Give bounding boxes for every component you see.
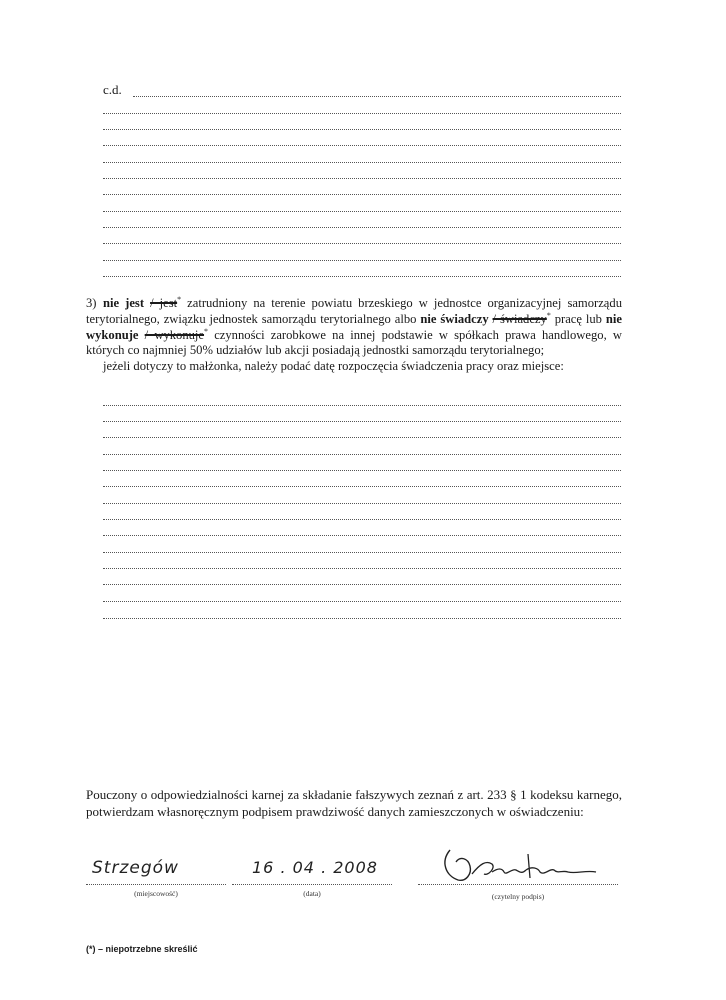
dotted-line [103,535,621,536]
item-number: 3) [86,296,97,310]
dotted-line [103,503,621,504]
dotted-line [103,454,621,455]
dotted-line [103,243,621,244]
struck-choice-performing: / wykonuje [144,327,205,342]
statement-text: Pouczony o odpowiedzialności karnej za składanie fałszywych zeznań z art. 233 § 1 kodeksu karnego, potwierdzam własnoręcznym podpisem prawdziwość danych zamieszczonych w oświadczeniu: [86,787,622,819]
dotted-line [103,618,621,619]
item-3-text: zatrudniony na terenie powiatu brzeskiego w jednostce organizacyjnej samorządu terytorialnego, związku jednostek samorządu terytorialnego albo [86,296,622,326]
dotted-line [103,601,621,602]
dotted-line [103,470,621,471]
footnote: (*) – niepotrzebne skreślić [86,944,198,954]
dotted-line [418,884,618,885]
dotted-line [103,145,621,146]
handwritten-signature [436,844,616,888]
footnote-marker: * [177,294,182,304]
struck-choice-providing: / świadczy [492,311,547,326]
date-field [232,852,392,904]
date-value: 16 . 04 . 2008 [252,858,378,877]
continuation-line [103,82,621,100]
dotted-line [103,486,621,487]
spouse-note: jeżeli dotyczy to małżonka, należy podać datę rozpoczęcia świadczenia pracy oraz miejsce: [103,359,564,374]
struck-choice-employed: / jest [150,296,178,310]
footnote-marker: * [204,326,209,336]
dotted-line [103,421,621,422]
footnote-marker: * [546,310,551,320]
dotted-line [103,260,621,261]
choice-not-performing: nie wykonuje [86,311,622,342]
dotted-line [103,519,621,520]
signature-field [418,852,618,904]
choice-not-employed: nie jest [103,296,145,310]
place-value: Strzegów [92,858,179,878]
dotted-line [103,405,621,406]
date-caption: (data) [303,889,321,898]
item-3-paragraph [86,296,622,375]
dotted-line [103,178,621,179]
dotted-line [103,113,621,114]
dotted-line [103,227,621,228]
dotted-line [86,884,226,885]
continuation-label: c.d. [103,82,122,97]
dotted-line [103,276,621,277]
dotted-line [103,129,621,130]
dotted-line [103,162,621,163]
dotted-line [103,194,621,195]
item-3-text: pracę lub [550,311,606,326]
dotted-line [133,96,621,97]
dotted-line [103,211,621,212]
dotted-line [232,884,392,885]
dotted-line [103,568,621,569]
dotted-line [103,437,621,438]
choice-not-providing: nie świadczy [420,311,489,326]
dotted-line [103,584,621,585]
place-field [86,852,226,904]
item-3-text: czynności zarobkowe na innej podstawie w spółkach prawa handlowego, w których co najmniej 50% udziałów lub akcji posiadają jednostki samorządu terytorialnego; [86,327,622,358]
place-caption: (miejscowość) [134,889,178,898]
signature-caption: (czytelny podpis) [491,892,545,901]
dotted-line [103,552,621,553]
